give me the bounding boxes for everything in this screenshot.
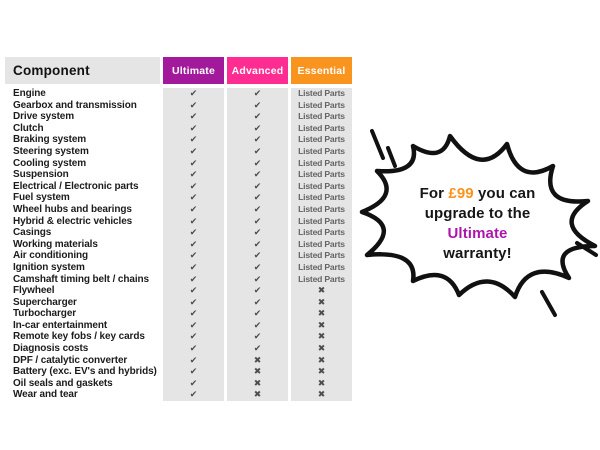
check-icon: ✔: [227, 274, 288, 286]
component-label: Turbocharger: [13, 308, 77, 320]
component-label: Steering system: [13, 145, 89, 157]
check-icon: ✔: [163, 355, 224, 367]
component-label: Wheel hubs and bearings: [13, 203, 132, 215]
check-icon: ✔: [163, 146, 224, 158]
cross-icon: ✖: [291, 389, 352, 401]
cross-icon: ✖: [291, 308, 352, 320]
component-label: Battery (exc. EV's and hybrids): [13, 366, 157, 378]
check-icon: ✔: [163, 204, 224, 216]
check-icon: ✔: [163, 134, 224, 146]
check-icon: ✔: [227, 320, 288, 332]
check-icon: ✔: [227, 308, 288, 320]
component-label: DPF / catalytic converter: [13, 354, 128, 366]
listed-parts-label: Listed Parts: [291, 274, 352, 286]
component-label: Engine: [13, 88, 46, 99]
cross-icon: ✖: [291, 343, 352, 355]
component-label: Braking system: [13, 134, 87, 146]
check-icon: ✔: [163, 227, 224, 239]
listed-parts-label: Listed Parts: [291, 134, 352, 146]
check-icon: ✔: [227, 331, 288, 343]
plan-header-ultimate: Ultimate: [163, 57, 224, 84]
check-icon: ✔: [227, 239, 288, 251]
component-label: Casings: [13, 227, 52, 239]
callout-line-2: upgrade to the: [424, 205, 531, 222]
check-icon: ✔: [227, 192, 288, 204]
check-icon: ✔: [163, 343, 224, 355]
check-icon: ✔: [163, 378, 224, 390]
component-label: Clutch: [13, 122, 44, 134]
dash-top-left-2: [388, 148, 395, 166]
component-label: Drive system: [13, 111, 75, 123]
check-icon: ✔: [163, 389, 224, 401]
dash-top-left-1: [372, 131, 383, 158]
component-label: Flywheel: [13, 285, 55, 297]
check-icon: ✔: [163, 250, 224, 262]
cross-icon: ✖: [291, 285, 352, 297]
check-icon: ✔: [163, 320, 224, 332]
component-label: Gearbox and transmission: [13, 99, 137, 111]
check-icon: ✔: [227, 250, 288, 262]
callout-price: £99: [448, 185, 474, 202]
listed-parts-label: Listed Parts: [291, 111, 352, 123]
listed-parts-label: Listed Parts: [291, 181, 352, 193]
check-icon: ✔: [163, 262, 224, 274]
component-column-header: Component: [5, 57, 160, 84]
component-label: Supercharger: [13, 296, 77, 308]
check-icon: ✔: [227, 181, 288, 193]
listed-parts-label: Listed Parts: [291, 227, 352, 239]
listed-parts-label: Listed Parts: [291, 216, 352, 228]
callout-line-1: [390, 184, 565, 204]
cross-icon: ✖: [227, 355, 288, 367]
listed-parts-label: Listed Parts: [291, 169, 352, 181]
cross-icon: ✖: [291, 355, 352, 367]
cross-icon: ✖: [291, 366, 352, 378]
component-label: Remote key fobs / key cards: [13, 331, 145, 343]
check-icon: ✔: [227, 111, 288, 123]
listed-parts-label: Listed Parts: [291, 88, 352, 100]
plan-header-essential: Essential: [291, 57, 352, 84]
check-icon: ✔: [163, 123, 224, 135]
listed-parts-label: Listed Parts: [291, 158, 352, 170]
check-icon: ✔: [227, 204, 288, 216]
upgrade-callout: [390, 184, 565, 264]
cross-icon: ✖: [227, 366, 288, 378]
check-icon: ✔: [227, 88, 288, 100]
check-icon: ✔: [227, 169, 288, 181]
check-icon: ✔: [227, 285, 288, 297]
listed-parts-label: Listed Parts: [291, 100, 352, 112]
plan-header-advanced: Advanced: [227, 57, 288, 84]
check-icon: ✔: [163, 239, 224, 251]
check-icon: ✔: [227, 158, 288, 170]
callout-line-4: warranty!: [443, 245, 512, 262]
listed-parts-label: Listed Parts: [291, 262, 352, 274]
check-icon: ✔: [163, 111, 224, 123]
check-icon: ✔: [227, 262, 288, 274]
check-icon: ✔: [227, 216, 288, 228]
check-icon: ✔: [163, 366, 224, 378]
table-body: [5, 88, 352, 401]
listed-parts-label: Listed Parts: [291, 250, 352, 262]
cross-icon: ✖: [291, 297, 352, 309]
component-label: Electrical / Electronic parts: [13, 180, 139, 192]
component-label: In-car entertainment: [13, 319, 108, 331]
callout-highlight: Ultimate: [447, 225, 508, 242]
check-icon: ✔: [163, 181, 224, 193]
component-label: Camshaft timing belt / chains: [13, 273, 150, 285]
check-icon: ✔: [163, 169, 224, 181]
component-label: Suspension: [13, 169, 69, 181]
check-icon: ✔: [163, 158, 224, 170]
check-icon: ✔: [163, 192, 224, 204]
check-icon: ✔: [227, 227, 288, 239]
listed-parts-label: Listed Parts: [291, 204, 352, 216]
check-icon: ✔: [227, 100, 288, 112]
check-icon: ✔: [227, 146, 288, 158]
listed-parts-label: Listed Parts: [291, 146, 352, 158]
cross-icon: ✖: [227, 378, 288, 390]
check-icon: ✔: [227, 123, 288, 135]
component-label: Air conditioning: [13, 250, 89, 262]
check-icon: ✔: [227, 343, 288, 355]
table-header-row: [5, 57, 352, 84]
component-label: Working materials: [13, 238, 98, 250]
check-icon: ✔: [163, 216, 224, 228]
check-icon: ✔: [163, 285, 224, 297]
listed-parts-label: Listed Parts: [291, 239, 352, 251]
component-label: Ignition system: [13, 261, 85, 273]
callout-line1-pre: For: [419, 185, 445, 202]
check-icon: ✔: [163, 297, 224, 309]
cross-icon: ✖: [291, 331, 352, 343]
component-label: Hybrid & electric vehicles: [13, 215, 133, 227]
component-label: Wear and tear: [13, 389, 78, 401]
callout-line1-post: you can: [477, 185, 536, 202]
check-icon: ✔: [163, 274, 224, 286]
cross-icon: ✖: [291, 320, 352, 332]
cross-icon: ✖: [227, 389, 288, 401]
check-icon: ✔: [163, 331, 224, 343]
component-label: Fuel system: [13, 192, 70, 204]
dash-bottom: [542, 292, 555, 315]
comparison-table: [0, 57, 352, 401]
check-icon: ✔: [227, 134, 288, 146]
check-icon: ✔: [163, 308, 224, 320]
check-icon: ✔: [163, 100, 224, 112]
check-icon: ✔: [163, 88, 224, 100]
cross-icon: ✖: [291, 378, 352, 390]
listed-parts-label: Listed Parts: [291, 123, 352, 135]
listed-parts-label: Listed Parts: [291, 192, 352, 204]
component-label: Oil seals and gaskets: [13, 377, 113, 389]
check-icon: ✔: [227, 297, 288, 309]
component-label: Cooling system: [13, 157, 87, 169]
component-label: Diagnosis costs: [13, 343, 89, 355]
